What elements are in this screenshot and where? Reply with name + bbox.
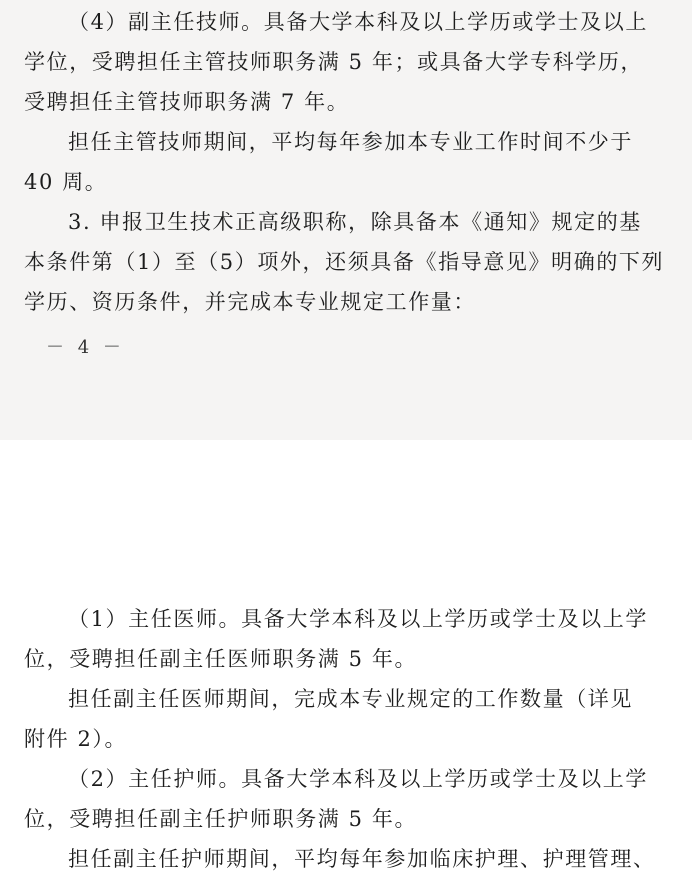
page-number: － 4 －	[46, 337, 125, 358]
text-line: （1）主任医师。具备大学本科及以上学历或学士及以上学	[68, 607, 648, 631]
lower-page	[0, 440, 692, 874]
text-line: 位，受聘担任副主任护师职务满 5 年。	[24, 807, 418, 831]
text-line: 学位，受聘担任主管技师职务满 5 年；或具备大学专科学历，	[24, 50, 644, 74]
text-line: 3. 申报卫生技术正高级职称，除具备本《通知》规定的基	[68, 210, 642, 234]
text-line: 位，受聘担任副主任医师职务满 5 年。	[24, 647, 418, 671]
text-line: 学历、资历条件，并完成本专业规定工作量：	[24, 290, 476, 314]
text-line: 附件 2）。	[24, 727, 128, 751]
text-line: 40 周。	[24, 170, 108, 194]
text-line: 受聘担任主管技师职务满 7 年。	[24, 90, 350, 114]
text-line: 担任副主任护师期间，平均每年参加临床护理、护理管理、	[68, 847, 656, 871]
text-line: （4）副主任技师。具备大学本科及以上学历或学士及以上	[68, 10, 648, 34]
text-line: 担任副主任医师期间，完成本专业规定的工作数量（详见	[68, 687, 633, 711]
text-line: （2）主任护师。具备大学本科及以上学历或学士及以上学	[68, 767, 648, 791]
text-line: 担任主管技师期间，平均每年参加本专业工作时间不少于	[68, 130, 633, 154]
text-line: 本条件第（1）至（5）项外，还须具备《指导意见》明确的下列	[24, 250, 665, 274]
